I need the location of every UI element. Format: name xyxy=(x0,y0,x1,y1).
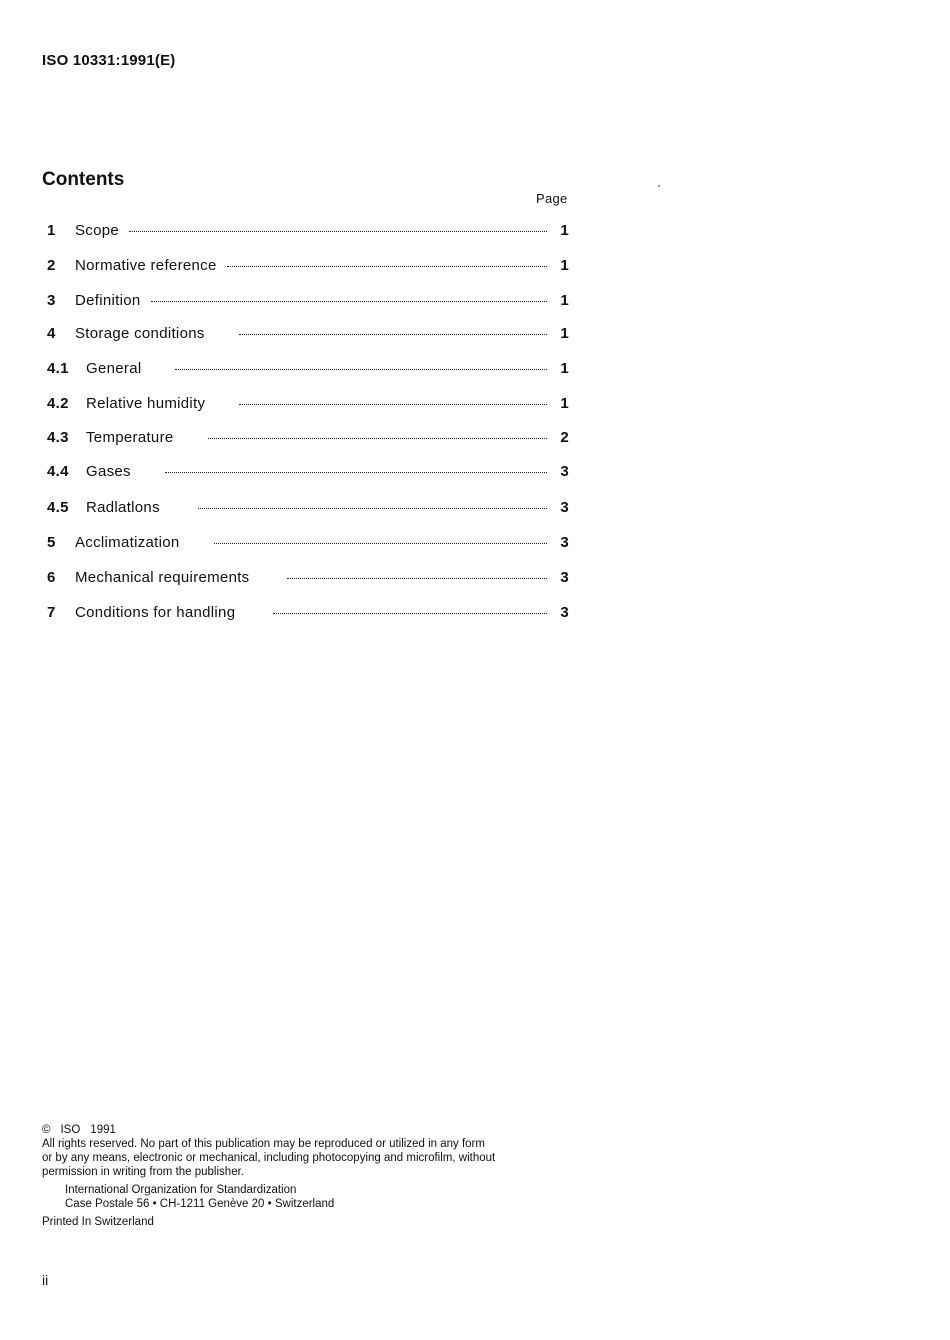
toc-entry-number: 4.4 xyxy=(47,463,69,480)
toc-entry-page: 1 xyxy=(560,292,569,309)
contents-title: Contents xyxy=(42,169,125,190)
copyright-year: 1991 xyxy=(90,1124,116,1136)
toc-entry-number: 2 xyxy=(47,257,56,274)
dot-leader xyxy=(129,231,547,232)
toc-entry-number: 6 xyxy=(47,569,56,586)
rights-text-line-3: permission in writing from the publisher. xyxy=(42,1166,244,1178)
toc-entry-page: 3 xyxy=(560,604,569,621)
dot-leader xyxy=(239,334,547,335)
dot-leader xyxy=(239,404,547,405)
dot-leader xyxy=(214,543,547,544)
toc-entry-number: 4 xyxy=(47,325,56,342)
toc-entry-page: 3 xyxy=(560,499,569,516)
copyright-org: ISO xyxy=(60,1124,81,1136)
dot-leader xyxy=(287,578,547,579)
toc-entry-number: 3 xyxy=(47,292,56,309)
toc-entry-title: Conditions for handling xyxy=(75,604,236,621)
toc-entry-number: 4.3 xyxy=(47,429,69,446)
toc-entry-mechanical-requirements[interactable] xyxy=(47,569,569,589)
rights-text-line-2: or by any means, electronic or mechanical, including photocopying and microfilm, without xyxy=(42,1152,496,1164)
toc-entry-title: Definition xyxy=(75,292,141,309)
toc-entry-storage-conditions[interactable] xyxy=(47,325,569,345)
rights-text-line-1: All rights reserved. No part of this publication may be reproduced or utilized in any form xyxy=(42,1138,485,1150)
toc-entry-page: 1 xyxy=(560,395,569,412)
toc-entry-number: 7 xyxy=(47,604,56,621)
toc-entry-page: 3 xyxy=(560,534,569,551)
toc-entry-number: 1 xyxy=(47,222,56,239)
scan-speck xyxy=(658,185,660,187)
toc-entry-title: Temperature xyxy=(86,429,174,446)
copyright-line xyxy=(42,1123,495,1137)
toc-entry-title: Mechanical requirements xyxy=(75,569,250,586)
toc-entry-radiations[interactable] xyxy=(47,499,569,519)
toc-entry-page: 1 xyxy=(560,257,569,274)
toc-entry-page: 1 xyxy=(560,325,569,342)
dot-leader xyxy=(151,301,547,302)
toc-entry-conditions-for-handling[interactable] xyxy=(47,604,569,624)
toc-entry-title: Gases xyxy=(86,463,131,480)
toc-entry-number: 5 xyxy=(47,534,56,551)
toc-entry-page: 3 xyxy=(560,463,569,480)
toc-entry-number: 4.2 xyxy=(47,395,69,412)
toc-entry-number: 4.1 xyxy=(47,360,69,377)
copyright-icon: © xyxy=(42,1124,51,1136)
dot-leader xyxy=(165,472,547,473)
toc-entry-acclimatization[interactable] xyxy=(47,534,569,554)
document-header: ISO 10331:1991(E) xyxy=(42,52,176,69)
printed-in: Printed In Switzerland xyxy=(42,1216,154,1228)
toc-entry-relative-humidity[interactable] xyxy=(47,395,569,415)
toc-entry-page: 3 xyxy=(560,569,569,586)
toc-entry-title: Relative humidity xyxy=(86,395,206,412)
page-column-label: Page xyxy=(536,191,568,206)
dot-leader xyxy=(175,369,547,370)
organization-address: Case Postale 56 • CH-1211 Genève 20 • Switzerland xyxy=(65,1198,335,1210)
toc-entry-normative-reference[interactable] xyxy=(47,257,569,277)
toc-entry-title: Storage conditions xyxy=(75,325,205,342)
toc-entry-temperature[interactable] xyxy=(47,429,569,449)
organization-name: International Organization for Standardization xyxy=(65,1184,297,1196)
toc-entry-page: 2 xyxy=(560,429,569,446)
toc-entry-gases[interactable] xyxy=(47,463,569,483)
toc-entry-title: Radlatlons xyxy=(86,499,160,516)
dot-leader xyxy=(227,266,547,267)
copyright-notice xyxy=(42,1123,495,1229)
toc-entry-general[interactable] xyxy=(47,360,569,380)
toc-entry-title: General xyxy=(86,360,142,377)
toc-entry-number: 4.5 xyxy=(47,499,69,516)
dot-leader xyxy=(273,613,547,614)
toc-entry-title: Acclimatization xyxy=(75,534,180,551)
toc-entry-title: Scope xyxy=(75,222,120,239)
toc-entry-page: 1 xyxy=(560,222,569,239)
dot-leader xyxy=(208,438,547,439)
page-number: ii xyxy=(42,1272,49,1288)
toc-entry-title: Normative reference xyxy=(75,257,217,274)
dot-leader xyxy=(198,508,547,509)
toc-entry-page: 1 xyxy=(560,360,569,377)
toc-entry-scope[interactable] xyxy=(47,222,569,242)
toc-entry-definition[interactable] xyxy=(47,292,569,312)
